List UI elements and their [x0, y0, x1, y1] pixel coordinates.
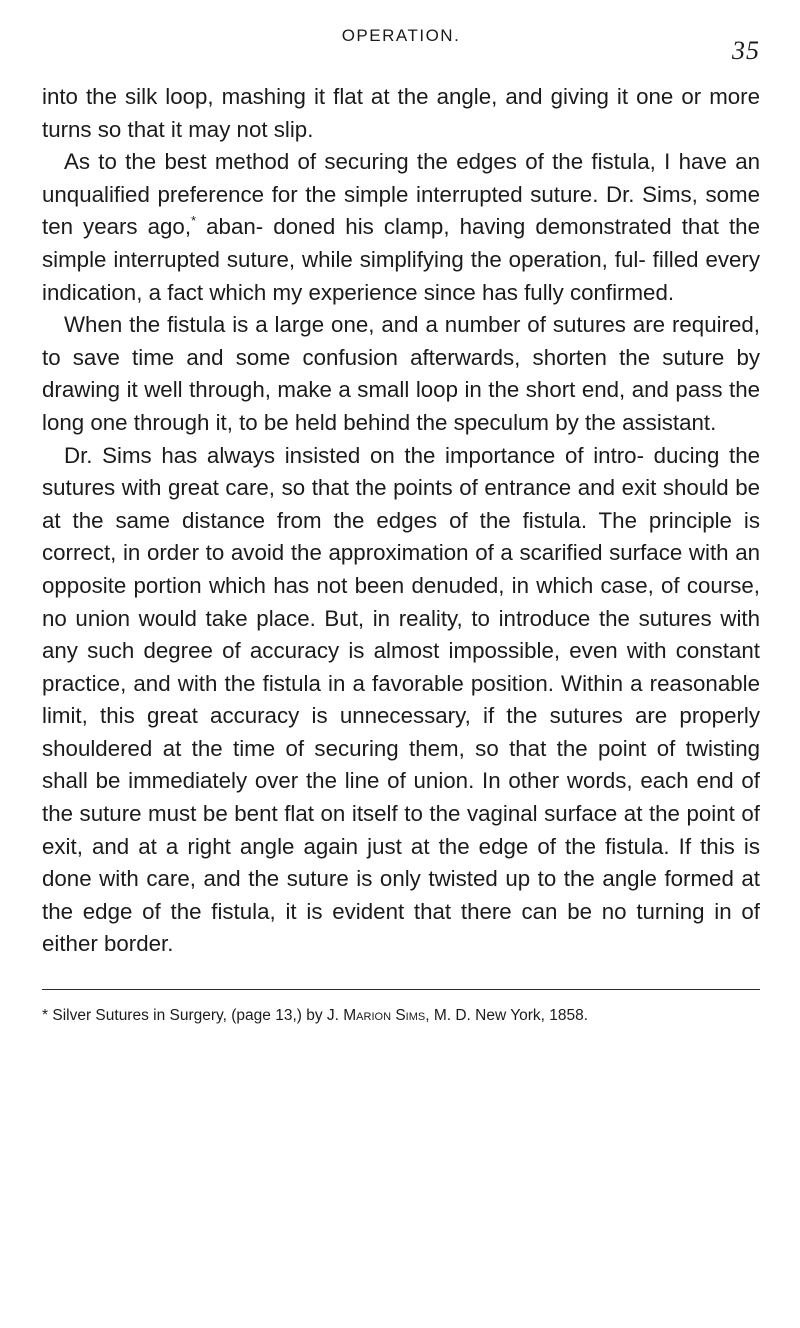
- footnote-rule: [42, 989, 760, 990]
- running-title: OPERATION.: [341, 26, 461, 45]
- footnote-author: Marion Sims: [343, 1007, 426, 1025]
- footnote-text-end: , M. D. New York, 1858.: [425, 1007, 589, 1025]
- footnote-marker: *: [42, 1007, 49, 1025]
- book-page: [42, 22, 760, 1026]
- page-number: 35: [732, 36, 760, 65]
- paragraph-continuation: into the silk loop, mashing it flat at the angle, and giving it one or more turns so that it may not slip.: [42, 84, 760, 142]
- paragraph-suture-preference: [42, 146, 760, 309]
- footnote-reference: *: [191, 213, 197, 229]
- paragraph-large-fistula: When the fistula is a large one, and a number of sutures are required, to save time and some confusion afterwards, shorten the suture by drawing it well through, make a small loop in the short end, and pass the long one through it, to be held behind the speculum by the assistant.: [42, 312, 760, 435]
- footnote-text: Silver Sutures in Surgery, (page 13,) by J.: [52, 1007, 344, 1025]
- running-head: [42, 22, 760, 65]
- paragraph-text: aban- doned his clamp, having demonstrated that the simple interrupted suture, while simplifying the operation, ful- filled every indication, a fact which my experience since has fully confirmed.: [42, 214, 760, 305]
- body-text: [42, 81, 760, 961]
- paragraph-sutures-accuracy: Dr. Sims has always insisted on the importance of intro- ducing the sutures with great care, so that the points of entrance and exit should be at the same distance from the edges of the fistula. The principle is correct, in order to avoid the approximation of a scarified surface with an opposite portion which has not been denuded, in which case, of course, no union would take place. But, in reality, to introduce the sutures with any such degree of accuracy is almost impossible, even with constant practice, and with the fistula in a favorable position. Within a reasonable limit, this great accuracy is unnecessary, if the sutures are properly shouldered at the time of securing them, so that the point of twisting shall be immediately over the line of union. In other words, each end of the suture must be bent flat on itself to the vaginal surface at the point of exit, and at a right angle again just at the edge of the fistula. If this is done with care, and the suture is only twisted up to the angle formed at the edge of the fistula, it is evident that there can be no turning in of either border.: [42, 442, 760, 957]
- paragraph-text: As to the best method of securing the edges of the fistula, I have an unqualified preference for the simple interrupted suture. Dr. Sims, some ten years ago,: [42, 149, 760, 240]
- footnote: [42, 1006, 760, 1026]
